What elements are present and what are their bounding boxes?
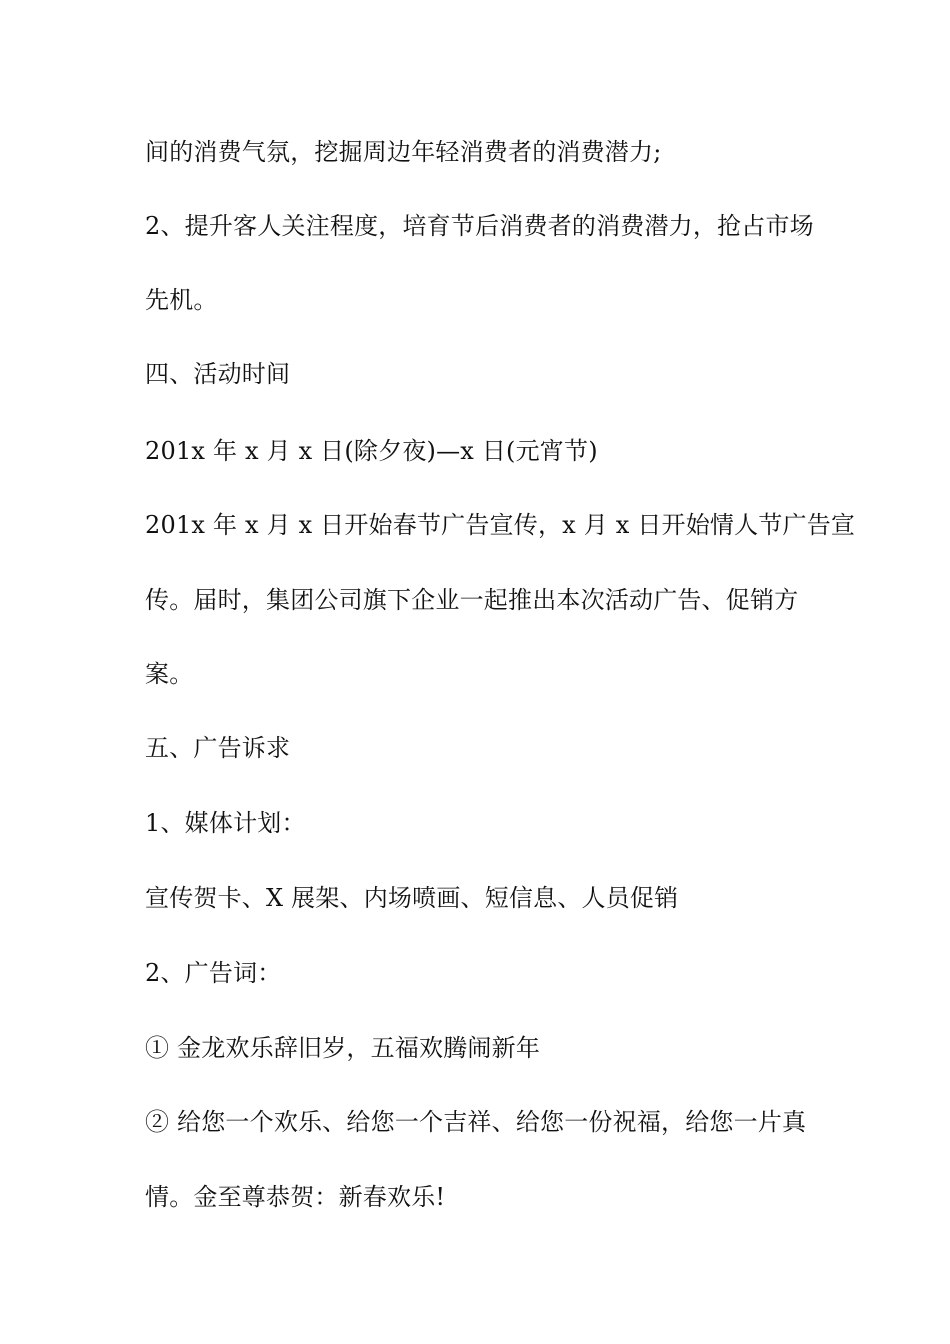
section-heading-activity-time: 四、活动时间 bbox=[145, 360, 291, 388]
text-line-12: 2、广告词： bbox=[145, 959, 282, 987]
text-line-5: 201x 年 x 月 x 日(除夕夜)—x 日(元宵节) bbox=[145, 437, 598, 465]
text-line-6: 201x 年 x 月 x 日开始春节广告宣传，x 月 x 日开始情人节广告宣 bbox=[145, 511, 856, 539]
text-line-13: ① 金龙欢乐辞旧岁，五福欢腾闹新年 bbox=[145, 1034, 541, 1062]
text-line-3: 先机。 bbox=[145, 286, 218, 314]
text-line-7: 传。届时，集团公司旗下企业一起推出本次活动广告、促销方 bbox=[145, 586, 799, 614]
text-line-2: 2、提升客人关注程度，培育节后消费者的消费潜力，抢占市场 bbox=[145, 212, 814, 240]
text-line-1: 间的消费气氛，挖掘周边年轻消费者的消费潜力; bbox=[145, 138, 662, 166]
text-line-8: 案。 bbox=[145, 660, 194, 688]
text-line-14: ② 给您一个欢乐、给您一个吉祥、给您一份祝福，给您一片真 bbox=[145, 1108, 807, 1136]
text-line-11: 宣传贺卡、X 展架、内场喷画、短信息、人员促销 bbox=[145, 884, 679, 912]
text-line-10: 1、媒体计划： bbox=[145, 809, 306, 837]
text-line-15: 情。金至尊恭贺：新春欢乐! bbox=[145, 1183, 446, 1211]
section-heading-ad-appeal: 五、广告诉求 bbox=[145, 734, 291, 762]
